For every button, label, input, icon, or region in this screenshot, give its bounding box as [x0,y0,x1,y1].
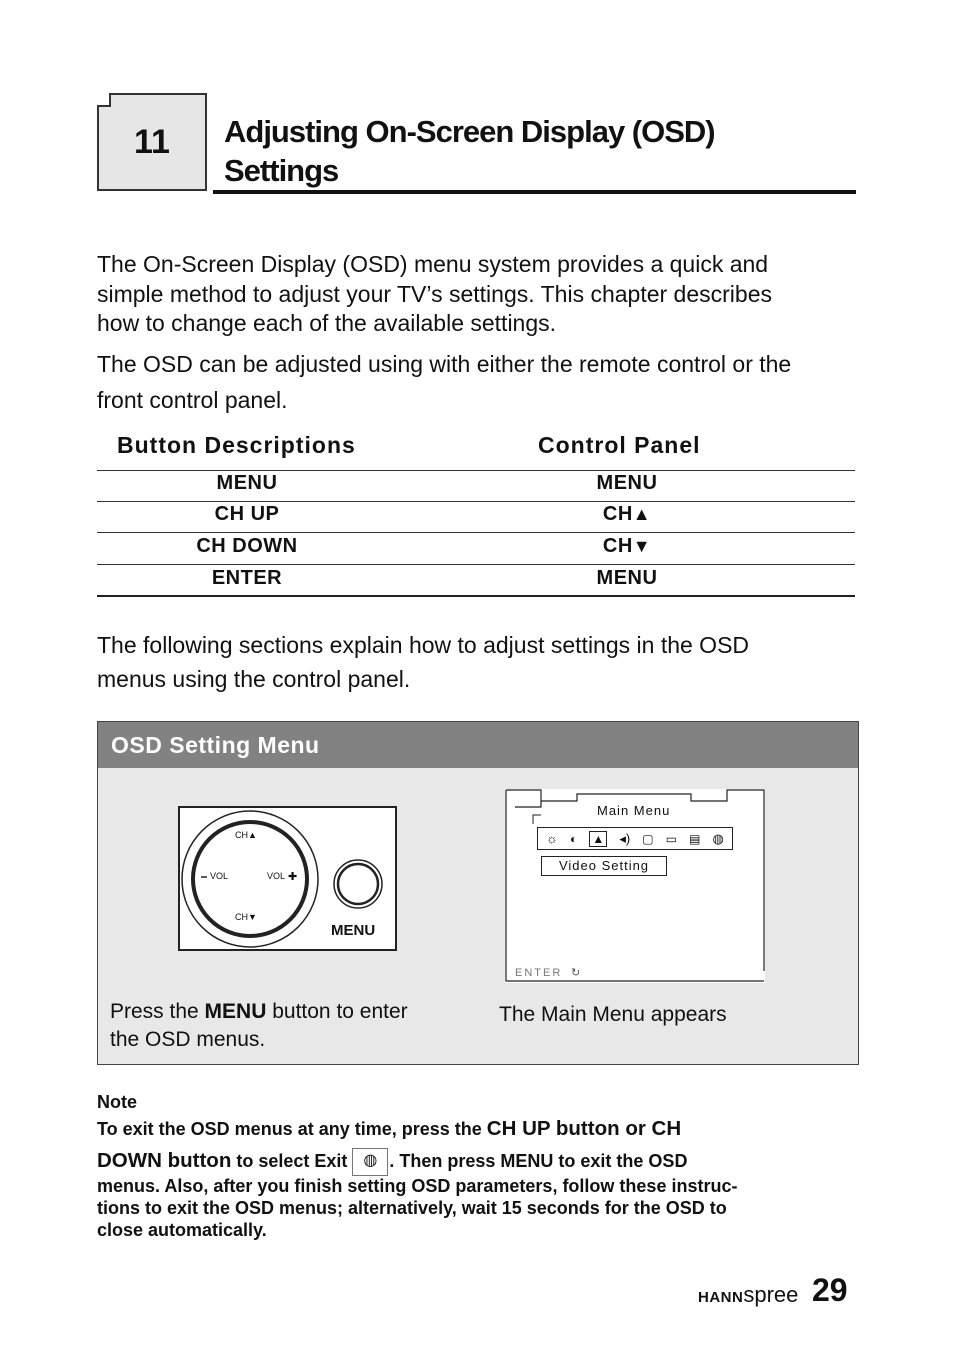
table-cell: CH DOWN [196,535,298,557]
main-menu-screen-illustration [505,789,765,983]
exit-globe-icon: ◍ [352,1148,388,1176]
text-line: how to change each of the available settings. [97,310,557,336]
caption-bold-menu: MENU [204,1000,267,1023]
table-row [97,471,855,502]
page-number: 29 [812,1272,848,1308]
text-line: The OSD can be adjusted using with either the remote control or the [97,351,792,377]
table-row [97,502,855,533]
tv-icon[interactable]: ▭ [665,831,678,846]
note-line-3: menus. Also, after you finish setting OSD parameters, follow these instruc- [97,1176,738,1196]
note-title: Note [97,1092,137,1112]
screen-outline [505,789,765,983]
brightness-sun-icon[interactable]: ☼ [546,831,558,846]
picture-icon[interactable]: ▲ [589,831,607,847]
note-text: . Then press MENU to exit the OSD [389,1151,688,1171]
table-cell: MENU [216,472,278,494]
text-line: The following sections explain how to adjust settings in the OSD [97,632,750,658]
note-text: CH UP button or CH [486,1117,682,1140]
cell-text: MENU [596,472,658,494]
note-line-4: tions to exit the OSD menus; alternatively, wait 15 seconds for the OSD to [97,1198,727,1218]
enter-arrow-icon: ↻ [571,967,581,979]
video-setting-item[interactable]: Video Setting [541,856,667,876]
note-text: DOWN button [97,1149,232,1172]
chapter-number: 11 [134,122,170,161]
table-cell [477,535,777,558]
caption-main-menu-appears: The Main Menu appears [499,1003,727,1026]
brand-light: spree [743,1282,799,1307]
plus-arrow-icon: ✚ [288,871,298,883]
page-title-line2: Settings [224,153,339,188]
table-cell [477,472,777,495]
table-cell [477,567,777,590]
caption-text: the OSD menus. [110,1028,266,1051]
caption-text: Press the [110,1000,205,1023]
ch-down-label[interactable]: CH▼ [235,912,257,922]
note-text: To exit the OSD menus at any time, press the [97,1119,487,1139]
table-header-descriptions: Button Descriptions [117,432,356,458]
text-line: The On-Screen Display (OSD) menu system provides a quick and [97,251,769,277]
table-header-control-panel: Control Panel [538,432,701,458]
menu-button-label[interactable]: MENU [331,922,376,939]
main-menu-icon-bar [537,827,733,850]
osd-panel-heading: OSD Setting Menu [98,722,858,768]
page-title [224,112,844,190]
chapter-number-box [97,93,207,191]
cell-text: CH [602,535,633,557]
table-row [97,566,855,597]
text-line: front control panel. [97,387,288,413]
note-line-1 [97,1115,862,1143]
brand-logo [698,1282,798,1308]
vol-minus-label[interactable]: VOL [210,871,229,881]
enter-label: ENTER [515,967,563,979]
chapter-box-corner [97,93,111,107]
down-triangle-icon: ▼ [632,536,652,556]
caption-press-menu [110,998,408,1054]
following-paragraph [97,628,867,696]
title-rule [213,190,856,194]
note-line-2 [97,1147,862,1176]
setup-icon[interactable]: ▤ [689,831,701,846]
exit-globe-icon[interactable]: ◍ [712,830,724,846]
note-text: to select Exit [231,1151,353,1171]
text-line: menus using the control panel. [97,666,411,692]
up-triangle-icon: ▲ [632,504,652,524]
cell-text: MENU [596,567,658,589]
table-row [97,534,855,565]
main-menu-title: Main Menu [597,803,671,818]
table-cell [477,503,777,526]
caption-text: button to enter [266,1000,408,1023]
intro-paragraph-2 [97,346,867,418]
note-line-5: close automatically. [97,1220,267,1240]
ch-up-label[interactable]: CH▲ [235,830,257,840]
speaker-icon[interactable]: ◂) [619,830,631,846]
intro-paragraph-1 [97,250,867,339]
page-title-line1: Adjusting On-Screen Display (OSD) [224,114,715,149]
table-cell: CH UP [214,503,280,525]
contrast-icon[interactable]: ◐ [570,831,578,846]
square-icon[interactable]: ▢ [642,831,654,846]
text-line: simple method to adjust your TV’s settings. This chapter describes [97,280,772,307]
table-cell: ENTER [211,567,283,589]
cell-text: CH [602,503,633,525]
control-panel-illustration [178,806,397,951]
vol-plus-label[interactable]: VOL [267,871,286,881]
brand-bold: HANN [698,1289,744,1306]
